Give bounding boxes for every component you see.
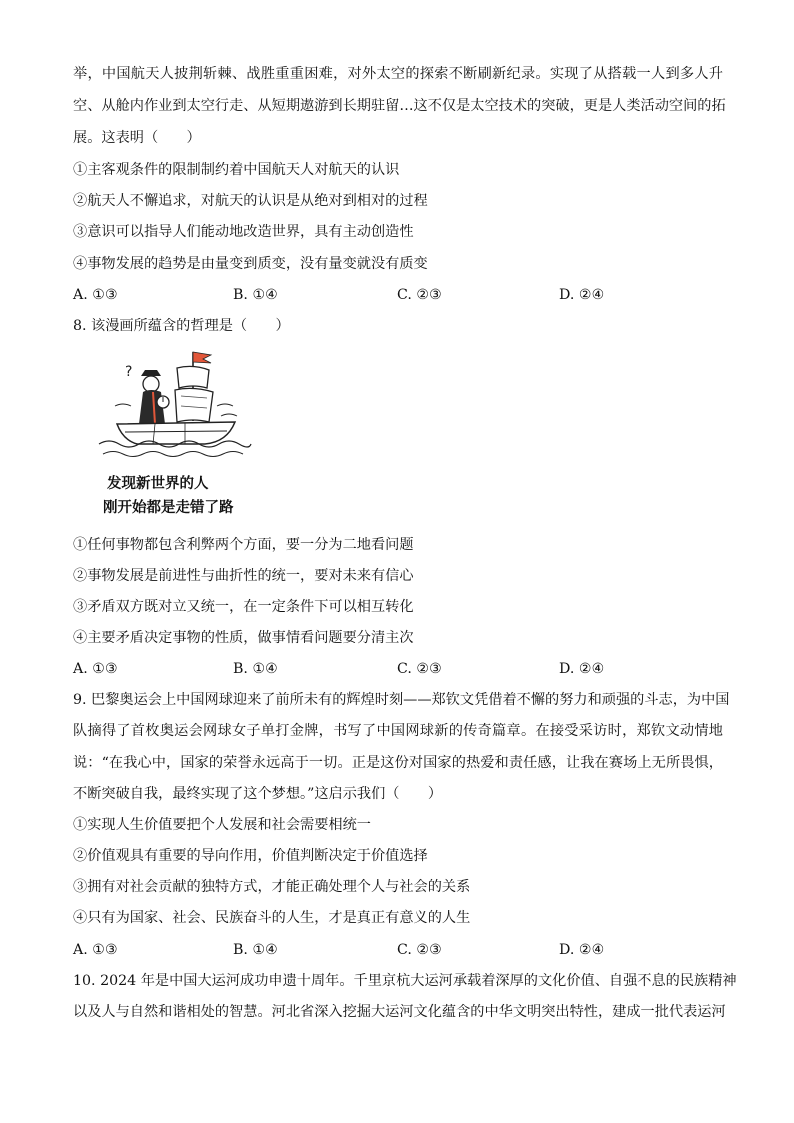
q7-stem-line-2: 空、从舱内作业到太空行走、从短期遨游到长期驻留…这不仅是太空技术的突破，更是人类活动空间的拓	[73, 98, 726, 114]
q9-option-c[interactable]: C. ②③	[397, 942, 442, 958]
cartoon-caption-line-2: 刚开始都是走错了路	[103, 500, 234, 516]
q8-statement-3: ③矛盾双方既对立又统一，在一定条件下可以相互转化	[73, 599, 414, 615]
q7-option-d[interactable]: D. ②④	[559, 287, 605, 303]
q7-statement-1: ①主客观条件的限制制约着中国航天人对航天的认识	[73, 162, 400, 178]
cartoon-caption-line-1: 发现新世界的人	[107, 476, 209, 492]
q9-statement-1: ①实现人生价值要把个人发展和社会需要相统一	[73, 817, 371, 833]
q8-stem: 8. 该漫画所蕴含的哲理是（ ）	[73, 318, 290, 334]
q10-stem-line-2: 以及人与自然和谐相处的智慧。河北省深入挖掘大运河文化蕴含的中华文明突出特性，建成一批代表运河	[73, 1004, 726, 1020]
cartoon-explorer-ship	[95, 346, 255, 521]
q8-option-c[interactable]: C. ②③	[397, 661, 442, 677]
q7-option-c[interactable]: C. ②③	[397, 287, 442, 303]
q9-statement-2: ②价值观具有重要的导向作用，价值判断决定于价值选择	[73, 848, 428, 864]
q7-stem-line-3: 展。这表明（ ）	[73, 130, 201, 146]
svg-text:?: ?	[125, 364, 133, 380]
q7-statement-4: ④事物发展的趋势是由量变到质变，没有量变就没有质变	[73, 256, 428, 272]
q9-stem-line-3: 说：“在我心中，国家的荣誉永远高于一切。正是这份对国家的热爱和责任感，让我在赛场上无所畏惧，	[73, 755, 723, 771]
q7-options	[73, 285, 723, 305]
q8-option-d[interactable]: D. ②④	[559, 661, 605, 677]
q7-stem-line-1: 举，中国航天人披荆斩棘、战胜重重困难，对外太空的探索不断刷新纪录。实现了从搭载一人到多人升	[73, 66, 723, 82]
q7-statement-2: ②航天人不懈追求，对航天的认识是从绝对到相对的过程	[73, 193, 428, 209]
q9-stem-line-4: 不断突破自我，最终实现了这个梦想。”这启示我们（ ）	[73, 786, 443, 802]
q7-option-a[interactable]: A. ①③	[73, 287, 118, 303]
q8-option-a[interactable]: A. ①③	[73, 661, 118, 677]
q7-statement-3: ③意识可以指导人们能动地改造世界，具有主动创造性	[73, 224, 414, 240]
q9-statement-4: ④只有为国家、社会、民族奋斗的人生，才是真正有意义的人生	[73, 910, 471, 926]
q9-statement-3: ③拥有对社会贡献的独特方式，才能正确处理个人与社会的关系	[73, 879, 471, 895]
q9-option-b[interactable]: B. ①④	[233, 942, 278, 958]
q8-options	[73, 659, 723, 679]
q8-statement-4: ④主要矛盾决定事物的性质，做事情看问题要分清主次	[73, 630, 414, 646]
q9-options	[73, 940, 723, 960]
q10-stem-line-1: 10. 2024 年是中国大运河成功申遗十周年。千里京杭大运河承载着深厚的文化价值、自强不息的民族精神	[73, 973, 737, 989]
q9-stem-line-2: 队摘得了首枚奥运会网球女子单打金牌，书写了中国网球新的传奇篇章。在接受采访时，郑钦文动情地	[73, 723, 723, 739]
q8-statement-1: ①任何事物都包含利弊两个方面，要一分为二地看问题	[73, 537, 414, 553]
q8-statement-2: ②事物发展是前进性与曲折性的统一，要对未来有信心	[73, 568, 414, 584]
q9-option-a[interactable]: A. ①③	[73, 942, 118, 958]
q8-option-b[interactable]: B. ①④	[233, 661, 278, 677]
q9-stem-line-1: 9. 巴黎奥运会上中国网球迎来了前所未有的辉煌时刻——郑钦文凭借着不懈的努力和顽强的斗志，为中国	[73, 692, 730, 708]
q9-option-d[interactable]: D. ②④	[559, 942, 605, 958]
q7-option-b[interactable]: B. ①④	[233, 287, 278, 303]
